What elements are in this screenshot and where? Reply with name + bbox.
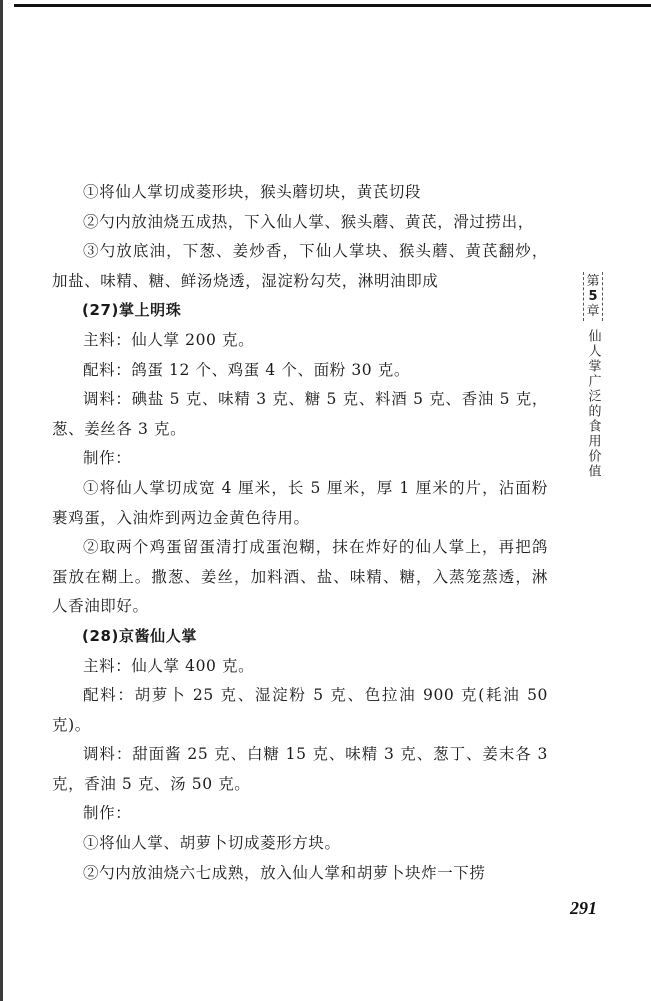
page-left-edge [0, 0, 3, 1001]
chapter-number: 5 [588, 289, 598, 304]
paragraph: 调料：碘盐 5 克、味精 3 克、糖 5 克、料酒 5 克、香油 5 克，葱、姜丝各 3 克。 [52, 390, 548, 438]
chapter-title: 仙人掌广泛的食用价值 [585, 329, 601, 479]
chapter-side-tab [581, 272, 605, 479]
recipe-heading: (28)京酱仙人掌 [82, 626, 197, 645]
paragraph: 调料：甜面酱 25 克、白糖 15 克、味精 3 克、葱丁、姜末各 3 克，香油 5 克、汤 50 克。 [52, 745, 548, 793]
paragraph: ②取两个鸡蛋留蛋清打成蛋泡糊，抹在炸好的仙人掌上，再把鸽蛋放在糊上。撒葱、姜丝，加料酒、盐、味精、糖，入蒸笼蒸透，淋人香油即好。 [52, 538, 548, 616]
paragraph: 制作： [83, 449, 132, 468]
header-rule [14, 4, 651, 7]
chapter-suffix: 章 [586, 304, 600, 319]
paragraph: 主料：仙人掌 200 克。 [83, 330, 255, 349]
paragraph: ①将仙人掌切成菱形块，猴头蘑切块，黄芪切段 [83, 183, 422, 201]
paragraph: 配料：胡萝卜 25 克、湿淀粉 5 克、色拉油 900 克(耗油 50 克)。 [52, 686, 548, 734]
page-number: 291 [570, 898, 597, 918]
recipe-heading: (27)掌上明珠 [82, 301, 182, 320]
paragraph: 制作： [83, 804, 132, 823]
body-text [52, 178, 548, 888]
paragraph: ②勺内放油烧六七成熟，放入仙人掌和胡萝卜块炸一下捞 [83, 863, 486, 882]
paragraph: ①将仙人掌、胡萝卜切成菱形方块。 [83, 834, 341, 853]
paragraph: 主料：仙人掌 400 克。 [83, 656, 255, 675]
paragraph: ②勺内放油烧五成热，下入仙人掌、猴头蘑、黄芪，滑过捞出， [83, 212, 534, 231]
paragraph: ③勺放底油，下葱、姜炒香，下仙人掌块、猴头蘑、黄芪翻炒，加盐、味精、糖、鲜汤烧透，湿淀粉勾芡，淋明油即成 [52, 242, 548, 290]
chapter-label [583, 272, 602, 321]
paragraph: 配料：鸽蛋 12 个、鸡蛋 4 个、面粉 30 克。 [83, 360, 410, 379]
chapter-prefix: 第 [586, 274, 600, 289]
paragraph: ①将仙人掌切成宽 4 厘米，长 5 厘米，厚 1 厘米的片，沾面粉裹鸡蛋，入油炸到两边金黄色待用。 [52, 478, 548, 527]
